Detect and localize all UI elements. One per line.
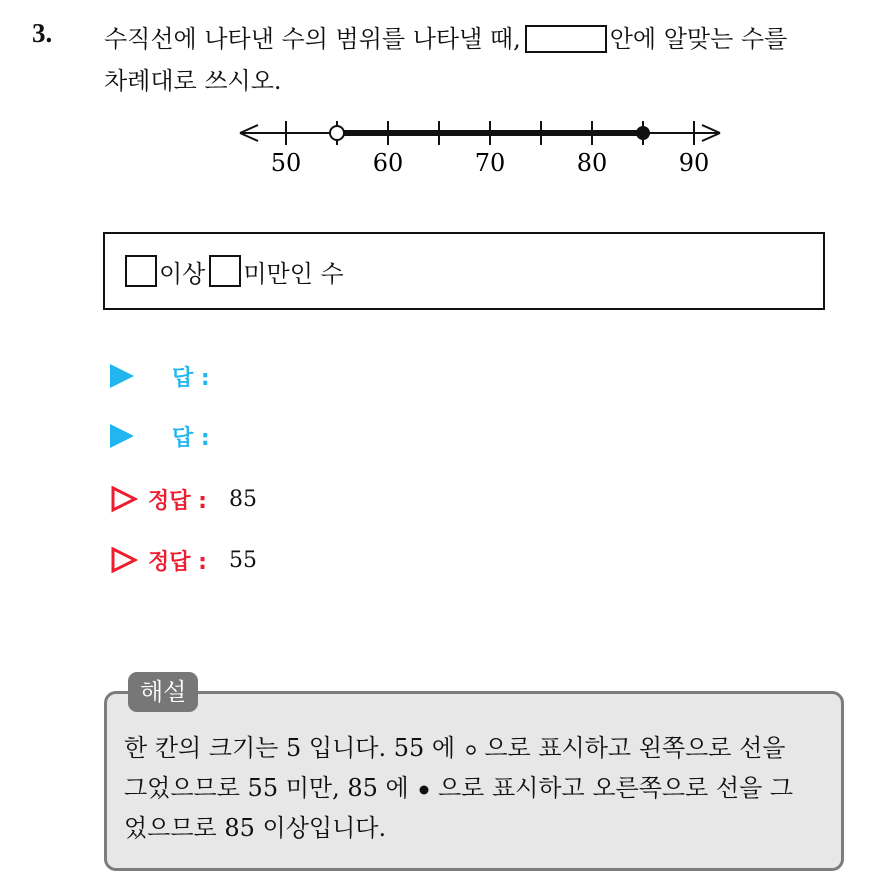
solution-value-1: 85 xyxy=(228,486,257,512)
solution-label-2: 정답 : xyxy=(148,549,207,575)
question-blank-box xyxy=(525,25,607,53)
template-blank-1 xyxy=(125,255,157,287)
explanation-tab: 해설 xyxy=(128,672,198,712)
answer-template-box xyxy=(103,232,825,310)
answer-label-2: 답 : xyxy=(172,425,210,451)
question-text xyxy=(104,18,874,102)
template-text-1: 이상 xyxy=(159,259,206,288)
outline-triangle-icon xyxy=(110,485,138,513)
number-line-labels xyxy=(271,149,710,177)
solution-row-1 xyxy=(110,479,257,519)
answer-label-1: 답 : xyxy=(172,365,210,391)
number-line-label: 50 xyxy=(270,149,302,177)
solution-row-2 xyxy=(110,540,257,580)
explanation-text xyxy=(124,728,836,848)
question-text-line2: 차례대로 쓰시오. xyxy=(104,67,282,95)
answer-row-1 xyxy=(110,356,210,396)
answer-row-2 xyxy=(110,416,210,456)
explanation-part5: 었으므로 85 이상입니다. xyxy=(124,814,387,842)
number-line-label: 70 xyxy=(474,149,506,177)
number-line-label: 80 xyxy=(576,149,608,177)
template-text-2: 미만인 수 xyxy=(243,259,344,288)
template-blank-2 xyxy=(209,255,241,287)
outline-triangle-icon xyxy=(110,546,138,574)
explanation-part2: 으로 표시하고 왼쪽으로 선을 xyxy=(484,734,786,762)
explanation-part3: 그었으므로 55 미만, 85 에 xyxy=(124,774,409,802)
explanation-part1: 한 칸의 크기는 5 입니다. 55 에 xyxy=(124,734,456,762)
question-number: 3. xyxy=(32,18,53,48)
explanation-part4: 으로 표시하고 오른쪽으로 선을 그 xyxy=(437,774,794,802)
question-text-part2: 안에 알맞는 수를 xyxy=(609,25,788,53)
filled-triangle-icon xyxy=(110,424,134,448)
open-circle-icon xyxy=(330,126,344,140)
filled-circle-icon xyxy=(636,126,650,140)
question-text-part1: 수직선에 나타낸 수의 범위를 나타낼 때, xyxy=(104,25,521,53)
filled-triangle-icon xyxy=(110,364,134,388)
solution-label-1: 정답 : xyxy=(148,488,207,514)
number-line xyxy=(230,108,730,188)
number-line-label: 90 xyxy=(678,149,710,177)
open-circle-icon xyxy=(465,744,477,756)
solution-value-2: 55 xyxy=(228,547,257,573)
number-line-label: 60 xyxy=(372,149,404,177)
filled-circle-icon xyxy=(418,784,430,796)
